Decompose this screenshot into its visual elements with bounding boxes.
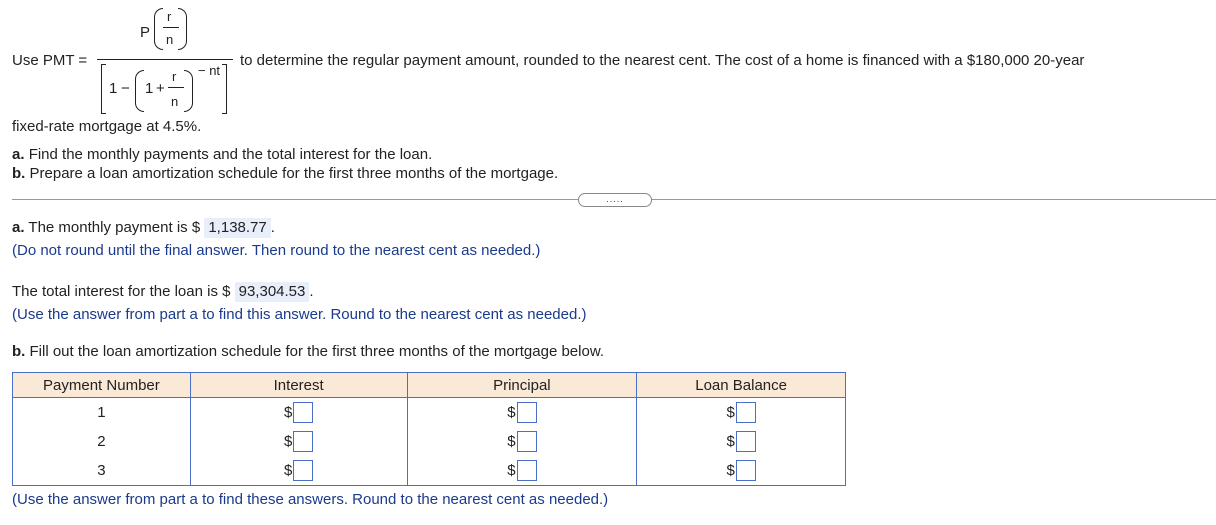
more-button[interactable]: .....: [578, 193, 652, 207]
header-payment-number: Payment Number: [13, 373, 191, 398]
balance-input-3[interactable]: [736, 460, 756, 481]
part-a-question: a. Find the monthly payments and the total interest for the loan.: [12, 146, 433, 163]
table-row: [13, 398, 846, 428]
formula-plus: +: [156, 80, 165, 97]
total-interest-hint: (Use the answer from part a to find this answer. Round to the nearest cent as needed.): [12, 306, 587, 323]
formula-n-bottom: n: [171, 94, 179, 109]
formula-frac-line-top: [163, 27, 179, 28]
table-hint: (Use the answer from part a to find these answers. Round to the nearest cent as needed.): [12, 491, 609, 508]
balance-input-2[interactable]: [736, 431, 756, 452]
payment-number: 1: [13, 398, 191, 428]
balance-cell: $: [637, 427, 846, 456]
formula-one-inner: 1: [145, 80, 154, 97]
interest-cell: $: [190, 456, 407, 486]
formula-frac-line-bottom: [168, 87, 184, 88]
principal-cell: $: [407, 427, 637, 456]
formula-one: 1: [109, 80, 118, 97]
total-interest-value[interactable]: 93,304.53: [235, 282, 310, 302]
table-header-row: [13, 373, 846, 398]
principal-input-3[interactable]: [517, 460, 537, 481]
formula-main-frac-line: [97, 59, 233, 60]
part-b-instruction: b. Fill out the loan amortization schedule for the first three months of the mortgage below.: [12, 343, 604, 360]
formula-paren-left: [154, 8, 163, 50]
formula-minus: −: [121, 80, 130, 97]
payment-number: 3: [13, 456, 191, 486]
principal-cell: $: [407, 398, 637, 428]
formula-inner-paren-right: [184, 70, 193, 112]
formula-n-top: n: [166, 32, 174, 47]
monthly-payment-hint: (Do not round until the final answer. Then round to the nearest cent as needed.): [12, 242, 541, 259]
table-row: [13, 456, 846, 486]
formula-exponent: − nt: [198, 63, 221, 78]
formula-bracket-left: [101, 64, 106, 114]
interest-input-1[interactable]: [293, 402, 313, 423]
formula-paren-right: [178, 8, 187, 50]
formula-r-top: r: [167, 9, 172, 24]
balance-cell: $: [637, 456, 846, 486]
principal-input-2[interactable]: [517, 431, 537, 452]
formula-bracket-right: [222, 64, 227, 114]
monthly-payment-value[interactable]: 1,138.77: [204, 218, 270, 238]
pmt-formula: [0, 0, 240, 120]
interest-cell: $: [190, 398, 407, 428]
table-row: [13, 427, 846, 456]
formula-inner-paren-left: [135, 70, 144, 112]
use-pmt-label: Use PMT =: [12, 52, 88, 69]
interest-cell: $: [190, 427, 407, 456]
problem-text-line2: fixed-rate mortgage at 4.5%.: [12, 118, 202, 135]
formula-r-bottom: r: [172, 69, 177, 84]
principal-cell: $: [407, 456, 637, 486]
header-principal: Principal: [407, 373, 637, 398]
total-interest-answer: The total interest for the loan is $ 93,304.53 .: [12, 283, 314, 300]
header-interest: Interest: [190, 373, 407, 398]
interest-input-3[interactable]: [293, 460, 313, 481]
problem-text-line1: to determine the regular payment amount, rounded to the nearest cent. The cost of a home is financed with a $180,000 20-year: [240, 52, 1085, 69]
balance-cell: $: [637, 398, 846, 428]
principal-input-1[interactable]: [517, 402, 537, 423]
balance-input-1[interactable]: [736, 402, 756, 423]
part-b-question: b. Prepare a loan amortization schedule for the first three months of the mortgage.: [12, 165, 559, 182]
monthly-payment-answer: a. The monthly payment is $ 1,138.77 .: [12, 219, 275, 236]
formula-P: P: [140, 24, 151, 41]
amortization-table: [12, 372, 846, 486]
header-loan-balance: Loan Balance: [637, 373, 846, 398]
interest-input-2[interactable]: [293, 431, 313, 452]
payment-number: 2: [13, 427, 191, 456]
